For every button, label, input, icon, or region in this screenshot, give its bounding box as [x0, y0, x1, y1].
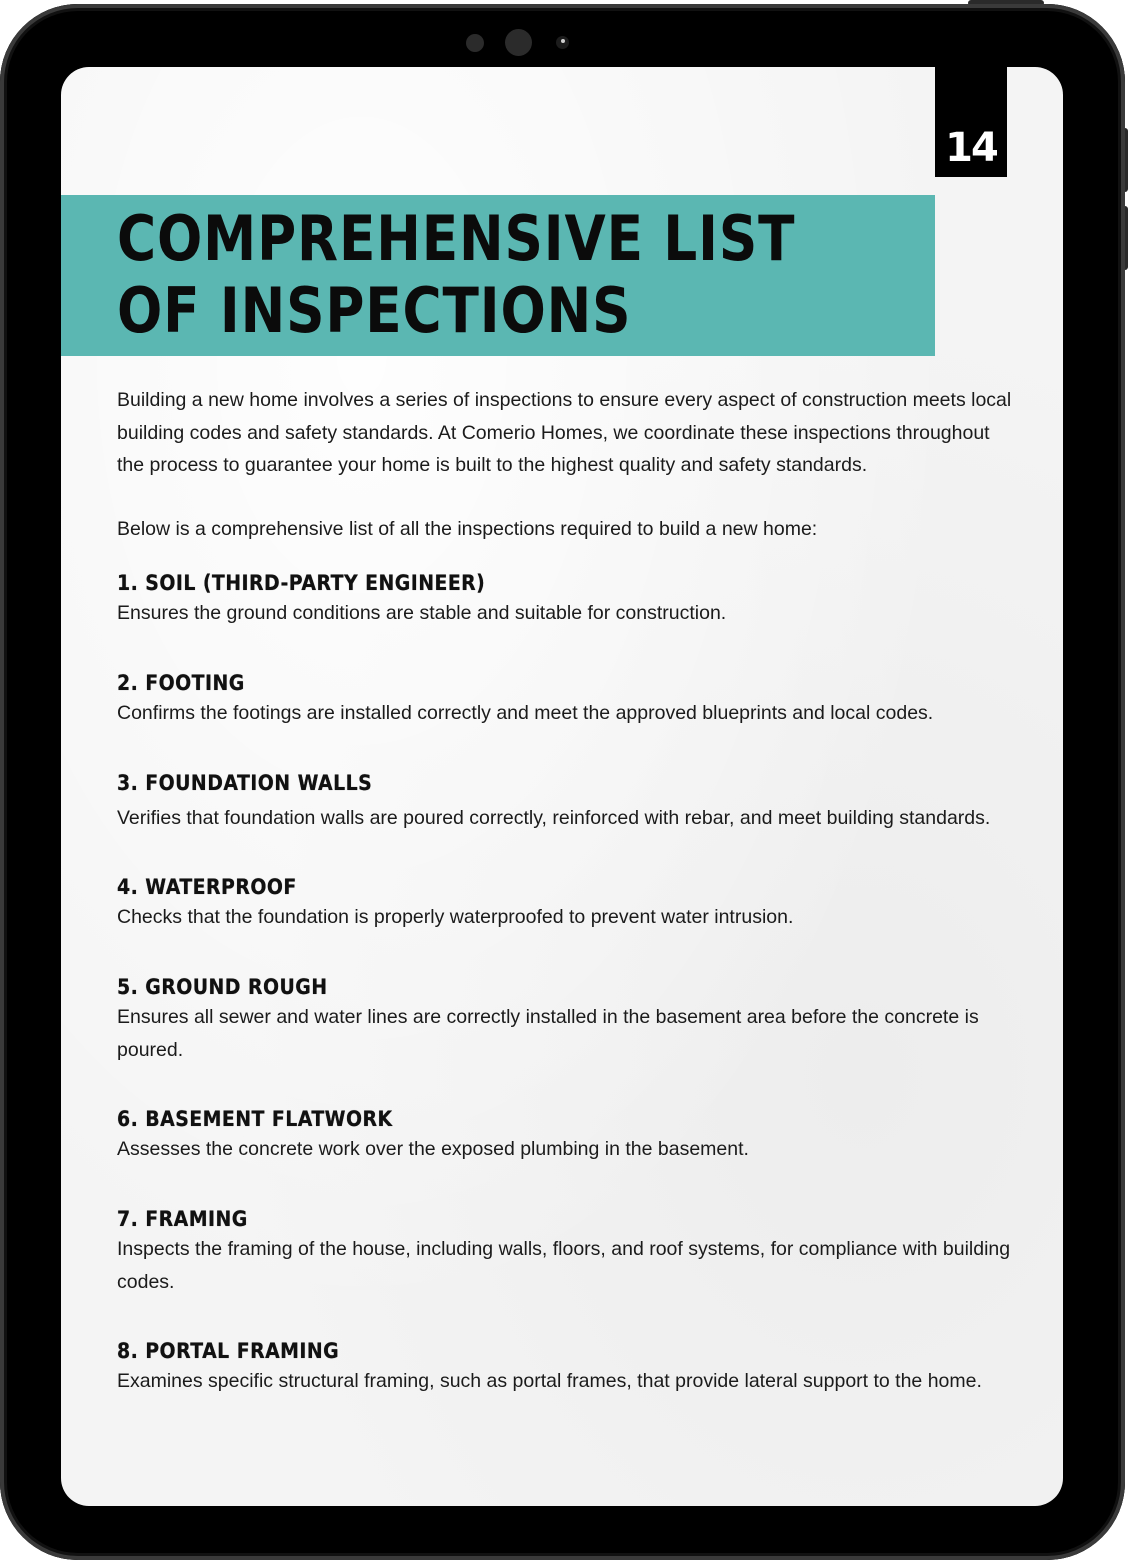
inspection-description: Assesses the concrete work over the exposed plumbing in the basement.	[117, 1138, 749, 1160]
camera-icon	[505, 29, 532, 56]
inspection-description: Confirms the footings are installed correctly and meet the approved blueprints and local codes.	[117, 702, 934, 724]
inspection-heading: 1. SOIL (THIRD-PARTY ENGINEER)	[117, 571, 486, 595]
inspection-item	[117, 769, 1017, 835]
inspection-description: Ensures all sewer and water lines are correctly installed in the basement area before the concrete is poured.	[117, 1006, 979, 1061]
inspection-item	[117, 1337, 1017, 1398]
inspection-item	[117, 569, 1017, 630]
tablet-screen	[61, 67, 1063, 1506]
inspection-heading: 7. FRAMING	[117, 1207, 248, 1231]
tablet-frame	[0, 4, 1125, 1560]
sensor-icon	[466, 34, 484, 52]
inspection-heading: 8. PORTAL FRAMING	[117, 1339, 340, 1363]
inspection-description: Ensures the ground conditions are stable and suitable for construction.	[117, 602, 727, 624]
lead-paragraph: Below is a comprehensive list of all the inspections required to build a new home:	[117, 518, 818, 540]
inspection-heading: 4. WATERPROOF	[117, 875, 297, 899]
inspection-heading: 3. FOUNDATION WALLS	[117, 771, 373, 795]
page-title: COMPREHENSIVE LIST OF INSPECTIONS	[117, 202, 796, 347]
inspection-description: Checks that the foundation is properly waterproofed to prevent water intrusion.	[117, 906, 794, 928]
inspection-heading: 2. FOOTING	[117, 671, 245, 695]
inspection-description: Examines specific structural framing, such as portal frames, that provide lateral support to the home.	[117, 1370, 982, 1392]
page-number: 14	[945, 125, 997, 171]
inspection-heading: 5. GROUND ROUGH	[117, 975, 328, 999]
page-number-badge	[935, 67, 1007, 177]
title-banner	[61, 195, 935, 356]
inspection-item	[117, 873, 1017, 934]
inspection-description: Inspects the framing of the house, including walls, floors, and roof systems, for compliance with building codes.	[117, 1238, 1011, 1293]
camera-lens-icon	[556, 36, 569, 49]
inspection-item	[117, 973, 1017, 1066]
intro-paragraph: Building a new home involves a series of inspections to ensure every aspect of construction meets local building codes and safety standards. At Comerio Homes, we coordinate these inspections throughout the process to guarantee your home is built to the highest quality and safety standards.	[117, 389, 1012, 476]
inspection-item	[117, 669, 1017, 730]
inspection-item	[117, 1205, 1017, 1298]
inspection-heading: 6. BASEMENT FLATWORK	[117, 1107, 393, 1131]
inspection-item	[117, 1105, 1017, 1166]
inspection-description: Verifies that foundation walls are poured correctly, reinforced with rebar, and meet building standards.	[117, 807, 991, 829]
